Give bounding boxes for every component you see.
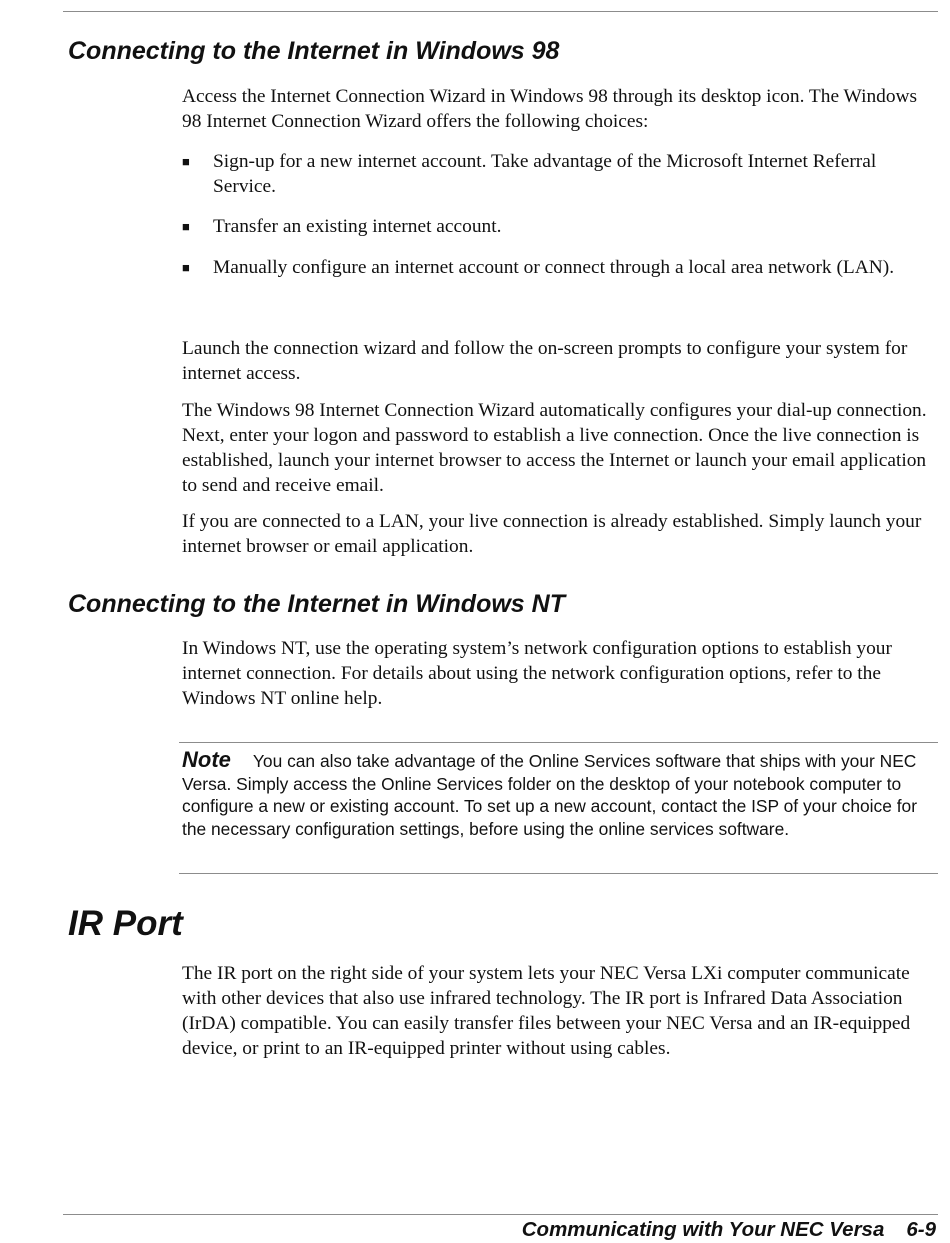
page-footer <box>522 1218 936 1242</box>
bullet-square-icon: ■ <box>182 154 190 169</box>
list-item-text: Sign-up for a new internet account. Take advantage of the Microsoft Internet Referral Service. <box>213 151 877 197</box>
heading-windows-nt: Connecting to the Internet in Windows NT <box>68 590 565 618</box>
list-item <box>182 255 934 280</box>
top-rule <box>63 11 938 12</box>
heading-windows-98: Connecting to the Internet in Windows 98 <box>68 37 560 65</box>
bottom-rule <box>63 1214 938 1215</box>
note-top-rule <box>179 742 938 743</box>
intro-paragraph: Access the Internet Connection Wizard in Windows 98 through its desktop icon. The Windows 98 Internet Connection Wizard offers the following choices: <box>182 86 918 132</box>
note-box <box>182 749 936 840</box>
body-paragraph: The IR port on the right side of your system lets your NEC Versa LXi computer communicate with other devices that also use infrared technology. The IR port is Infrared Data Association (IrDA) compatible. You can easily transfer files between your NEC Versa and an IR-equipped device, or print to an IR-equipped printer without using cables. <box>182 963 911 1059</box>
body-paragraph: If you are connected to a LAN, your live connection is already established. Simply launch your internet browser or email application. <box>182 511 922 557</box>
list-item <box>182 214 934 239</box>
footer-chapter-title: Communicating with Your NEC Versa <box>521 1218 885 1241</box>
list-item-text: Transfer an existing internet account. <box>213 216 502 237</box>
bullet-square-icon: ■ <box>182 260 190 275</box>
body-paragraph: Launch the connection wizard and follow the on-screen prompts to configure your system for internet access. <box>182 338 908 384</box>
list-item-text: Manually configure an internet account or connect through a local area network (LAN). <box>213 257 895 278</box>
body-paragraph: In Windows NT, use the operating system’s network configuration options to establish your internet connection. For details about using the network configuration options, refer to the Windows NT online help. <box>182 638 892 709</box>
note-text: You can also take advantage of the Online Services software that ships with your NEC Versa. Simply access the Online Services folder on the desktop of your notebook computer to configure a new or existing account. To set up a new account, contact the ISP of your choice for the necessary configuration settings, before using the online services software. <box>182 751 918 839</box>
page-number: 6-9 <box>906 1218 936 1241</box>
bullet-square-icon: ■ <box>182 219 190 234</box>
heading-ir-port: IR Port <box>68 904 183 943</box>
list-item <box>182 149 934 199</box>
note-bottom-rule <box>179 873 938 874</box>
note-label: Note <box>182 747 231 772</box>
body-paragraph: The Windows 98 Internet Connection Wizard automatically configures your dial-up connection. Next, enter your logon and password to establish a live connection. Once the live connection is established, launch your internet browser to access the Internet or launch your email application to send and receive email. <box>182 400 927 496</box>
